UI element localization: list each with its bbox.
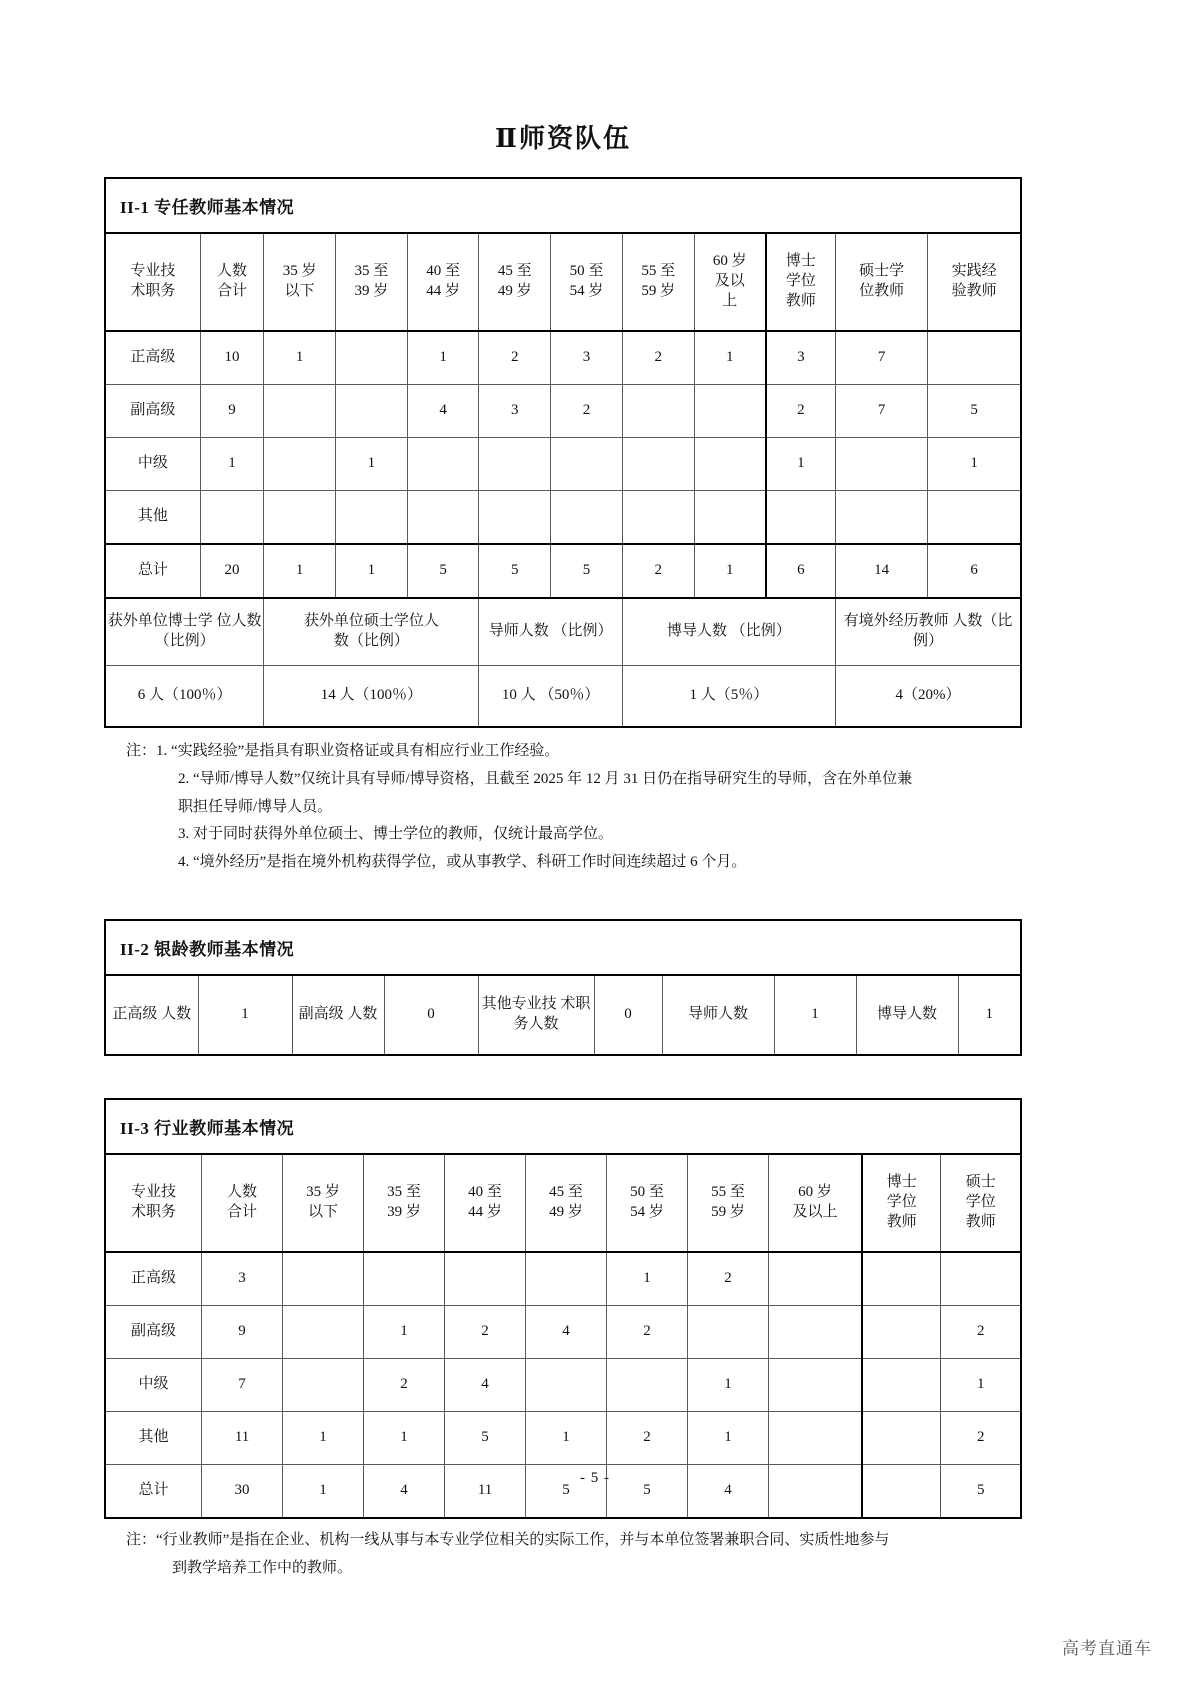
cell-value	[862, 1305, 941, 1358]
header-cell-title: 专业技 术职务	[106, 1155, 202, 1252]
cell-value: 1	[766, 438, 836, 491]
cell-value: 2	[688, 1252, 769, 1306]
cell-value	[407, 491, 479, 545]
summary-value-supervisors: 10 人 （50％）	[479, 666, 622, 727]
header-cell-40-44: 40 至 44 岁	[407, 234, 479, 331]
header-cell-total: 人数 合计	[202, 1155, 283, 1252]
row-label: 其他	[106, 1411, 202, 1464]
cell-value: 7	[835, 331, 927, 385]
cell-value	[264, 385, 336, 438]
row-label: 总计	[106, 1464, 202, 1517]
section-ii-2-heading	[106, 921, 1020, 976]
cell-value	[336, 491, 408, 545]
cell-value	[694, 385, 766, 438]
note-continuation: 到教学培养工作中的教师。	[172, 1559, 353, 1576]
cell-value: 6	[928, 544, 1020, 598]
cell-value	[551, 491, 623, 545]
cell-value: 1	[264, 544, 336, 598]
summary-value-ext-masters: 14 人（100％）	[264, 666, 479, 727]
table-ii-2	[106, 976, 1020, 1054]
cell-label-other: 其他专业技 术职务人数	[478, 976, 594, 1054]
cell-value: 5	[607, 1464, 688, 1517]
cell-value: 9	[200, 385, 264, 438]
note-number: 4.	[178, 854, 190, 870]
header-cell-practical: 实践经 验教师	[928, 234, 1020, 331]
note-text: “实践经验”是指具有职业资格证或具有相应行业工作经验。	[171, 743, 560, 759]
cell-value: 1	[364, 1305, 445, 1358]
spacer	[104, 1056, 1022, 1098]
cell-value: 2	[766, 385, 836, 438]
section-ii-1-title: 专任教师基本情况	[154, 198, 295, 217]
cell-value: 7	[202, 1358, 283, 1411]
cell-value: 3	[766, 331, 836, 385]
summary-header-supervisors: 导师人数 （比例）	[479, 598, 622, 666]
section-ii-3	[104, 1098, 1022, 1519]
cell-value	[769, 1411, 862, 1464]
section-ii-1-notes	[104, 738, 1022, 877]
header-cell-60-plus: 60 岁 及以上	[769, 1155, 862, 1252]
section-ii-2-title: 银龄教师基本情况	[154, 939, 295, 959]
cell-value: 1	[607, 1252, 688, 1306]
table-row	[106, 438, 1020, 491]
row-label: 其他	[106, 491, 200, 545]
cell-value	[941, 1252, 1020, 1306]
cell-value: 3	[551, 331, 623, 385]
cell-value-associate: 0	[384, 976, 478, 1054]
cell-value	[622, 438, 694, 491]
cell-value	[283, 1252, 364, 1306]
cell-value: 5	[551, 544, 623, 598]
table-ii-1-header-row	[106, 234, 1020, 331]
header-cell-doctorate: 博士 学位 教师	[862, 1155, 941, 1252]
header-cell-55-59: 55 至 59 岁	[622, 234, 694, 331]
summary-value-phd-supervisors: 1 人（5％）	[622, 666, 835, 727]
table-ii-1-summary-header	[106, 598, 1020, 666]
section-ii-3-number: II-3	[120, 1118, 150, 1138]
cell-value	[407, 438, 479, 491]
section-ii-2-number: II-2	[120, 939, 150, 959]
summary-value-overseas: 4（20%）	[835, 666, 1020, 727]
cell-value: 5	[445, 1411, 526, 1464]
cell-value: 1	[928, 438, 1020, 491]
section-ii-1-number: II-1	[120, 198, 150, 217]
cell-value: 1	[941, 1358, 1020, 1411]
cell-value: 2	[445, 1305, 526, 1358]
table-row	[106, 331, 1020, 385]
cell-value: 10	[200, 331, 264, 385]
cell-value: 7	[835, 385, 927, 438]
cell-value	[526, 1358, 607, 1411]
cell-value	[769, 1252, 862, 1306]
cell-value	[264, 438, 336, 491]
notes-label: 注：	[126, 743, 157, 759]
cell-value	[283, 1358, 364, 1411]
cell-value: 2	[622, 331, 694, 385]
header-cell-doctorate: 博士 学位 教师	[766, 234, 836, 331]
section-ii-1	[104, 177, 1022, 728]
cell-value: 1	[688, 1358, 769, 1411]
cell-value: 5	[526, 1464, 607, 1517]
table-ii-3-header-row	[106, 1155, 1020, 1252]
note-text: “导师/博导人数”仅统计具有导师/博导资格，且截至 2025 年 12 月 31 日仍在指导研究生的导师，含在外单位兼	[193, 770, 913, 787]
cell-value: 4	[445, 1358, 526, 1411]
cell-value: 5	[479, 544, 551, 598]
cell-value	[336, 331, 408, 385]
cell-value: 1	[336, 544, 408, 598]
cell-value	[862, 1411, 941, 1464]
table-ii-1-summary-values	[106, 666, 1020, 727]
cell-value-senior: 1	[198, 976, 292, 1054]
cell-value: 2	[607, 1411, 688, 1464]
summary-header-phd-supervisors: 博导人数 （比例）	[622, 598, 835, 666]
cell-value: 4	[407, 385, 479, 438]
header-cell-55-59: 55 至 59 岁	[688, 1155, 769, 1252]
cell-value	[694, 491, 766, 545]
header-cell-50-54: 50 至 54 岁	[607, 1155, 688, 1252]
cell-value: 1	[283, 1464, 364, 1517]
cell-value	[622, 385, 694, 438]
cell-value: 11	[445, 1464, 526, 1517]
cell-value	[445, 1252, 526, 1306]
cell-value: 2	[941, 1411, 1020, 1464]
table-row	[106, 1305, 1020, 1358]
cell-value: 1	[688, 1411, 769, 1464]
cell-value	[862, 1252, 941, 1306]
cell-value	[766, 491, 836, 545]
cell-value: 4	[364, 1464, 445, 1517]
table-row	[106, 1411, 1020, 1464]
summary-header-ext-masters: 获外单位硕士学位人 数（比例）	[264, 598, 479, 666]
cell-value: 2	[607, 1305, 688, 1358]
summary-header-overseas: 有境外经历教师 人数（比例）	[835, 598, 1020, 666]
cell-value	[862, 1358, 941, 1411]
table-ii-2-row	[106, 976, 1020, 1054]
row-label: 中级	[106, 438, 200, 491]
cell-value: 4	[688, 1464, 769, 1517]
cell-value-supervisors: 1	[774, 976, 856, 1054]
table-ii-1	[106, 234, 1020, 726]
cell-label-supervisors: 导师人数	[662, 976, 774, 1054]
spacer	[104, 877, 1022, 919]
cell-value: 1	[264, 331, 336, 385]
summary-value-ext-doctorate: 6 人（100％）	[106, 666, 264, 727]
notes-label: 注：	[126, 1531, 157, 1548]
header-cell-35-39: 35 至 39 岁	[336, 234, 408, 331]
note-number: 1.	[156, 743, 168, 759]
cell-value: 1	[336, 438, 408, 491]
page-title: Ⅱ师资队伍	[495, 124, 631, 153]
header-cell-45-49: 45 至 49 岁	[526, 1155, 607, 1252]
cell-value: 6	[766, 544, 836, 598]
cell-value: 2	[551, 385, 623, 438]
cell-value: 2	[941, 1305, 1020, 1358]
cell-value	[835, 491, 927, 545]
row-label: 总计	[106, 544, 200, 598]
cell-value	[264, 491, 336, 545]
cell-value-phd-supervisors: 1	[958, 976, 1020, 1054]
note-text: “行业教师”是指在企业、机构一线从事与本专业学位相关的实际工作，并与本单位签署兼职合同、实质性地参与	[156, 1531, 890, 1548]
cell-value: 5	[407, 544, 479, 598]
table-row-total	[106, 544, 1020, 598]
cell-value	[200, 491, 264, 545]
cell-value: 30	[202, 1464, 283, 1517]
note-item	[104, 738, 1022, 766]
note-text: “境外经历”是指在境外机构获得学位，或从事教学、科研工作时间连续超过 6 个月。	[193, 854, 747, 870]
cell-value: 11	[202, 1411, 283, 1464]
cell-value	[479, 438, 551, 491]
header-cell-total: 人数 合计	[200, 234, 264, 331]
cell-value: 3	[202, 1252, 283, 1306]
note-item	[104, 849, 1022, 877]
cell-value: 1	[694, 331, 766, 385]
cell-value	[479, 491, 551, 545]
header-cell-under35: 35 岁 以下	[264, 234, 336, 331]
note-number: 3.	[178, 826, 190, 843]
cell-value	[336, 385, 408, 438]
cell-value	[283, 1305, 364, 1358]
cell-value: 2	[364, 1358, 445, 1411]
header-cell-masters: 硕士 学位 教师	[941, 1155, 1020, 1252]
cell-label-associate: 副高级 人数	[292, 976, 384, 1054]
row-label: 副高级	[106, 385, 200, 438]
cell-value: 1	[364, 1411, 445, 1464]
cell-value: 2	[479, 331, 551, 385]
header-cell-40-44: 40 至 44 岁	[445, 1155, 526, 1252]
cell-value: 5	[941, 1464, 1020, 1517]
cell-value: 1	[526, 1411, 607, 1464]
section-ii-1-heading	[106, 179, 1020, 234]
cell-value: 5	[928, 385, 1020, 438]
cell-value	[928, 331, 1020, 385]
note-continuation: 职担任导师/博导人员。	[178, 798, 333, 815]
cell-value	[526, 1252, 607, 1306]
header-cell-under35: 35 岁 以下	[283, 1155, 364, 1252]
watermark: 高考直通车	[1062, 1639, 1152, 1658]
section-ii-3-note	[104, 1527, 1022, 1583]
cell-value	[769, 1305, 862, 1358]
cell-value	[835, 438, 927, 491]
cell-value-other: 0	[594, 976, 662, 1054]
cell-value: 1	[200, 438, 264, 491]
note-number: 2.	[178, 770, 190, 787]
cell-value: 9	[202, 1305, 283, 1358]
header-cell-50-54: 50 至 54 岁	[551, 234, 623, 331]
row-label: 正高级	[106, 1252, 202, 1306]
cell-value: 1	[694, 544, 766, 598]
cell-value: 1	[407, 331, 479, 385]
table-row	[106, 1358, 1020, 1411]
cell-value	[622, 491, 694, 545]
row-label: 中级	[106, 1358, 202, 1411]
summary-header-ext-doctorate: 获外单位博士学 位人数（比例）	[106, 598, 264, 666]
cell-value: 20	[200, 544, 264, 598]
cell-value	[694, 438, 766, 491]
row-label: 正高级	[106, 331, 200, 385]
note-item	[104, 766, 1022, 794]
cell-value: 1	[283, 1411, 364, 1464]
header-cell-masters: 硕士学 位教师	[835, 234, 927, 331]
cell-value	[769, 1358, 862, 1411]
cell-value	[364, 1252, 445, 1306]
cell-value: 14	[835, 544, 927, 598]
cell-value	[688, 1305, 769, 1358]
cell-label-phd-supervisors: 博导人数	[856, 976, 958, 1054]
cell-value	[607, 1358, 688, 1411]
header-cell-35-39: 35 至 39 岁	[364, 1155, 445, 1252]
table-ii-3	[106, 1155, 1020, 1517]
page-content	[104, 0, 1022, 1582]
cell-value	[928, 491, 1020, 545]
row-label: 副高级	[106, 1305, 202, 1358]
note-text: 对于同时获得外单位硕士、博士学位的教师，仅统计最高学位。	[193, 826, 614, 843]
table-row	[106, 491, 1020, 545]
cell-value	[551, 438, 623, 491]
section-ii-2	[104, 919, 1022, 1056]
header-cell-45-49: 45 至 49 岁	[479, 234, 551, 331]
header-cell-title: 专业技 术职务	[106, 234, 200, 331]
page-number: - 5 -	[580, 1470, 610, 1486]
cell-value: 4	[526, 1305, 607, 1358]
cell-label-senior: 正高级 人数	[106, 976, 198, 1054]
table-row	[106, 385, 1020, 438]
header-cell-60-plus: 60 岁 及以 上	[694, 234, 766, 331]
section-ii-3-title: 行业教师基本情况	[154, 1118, 295, 1138]
cell-value: 2	[622, 544, 694, 598]
section-ii-3-heading	[106, 1100, 1020, 1155]
table-row	[106, 1252, 1020, 1306]
note-item	[104, 821, 1022, 849]
cell-value: 3	[479, 385, 551, 438]
